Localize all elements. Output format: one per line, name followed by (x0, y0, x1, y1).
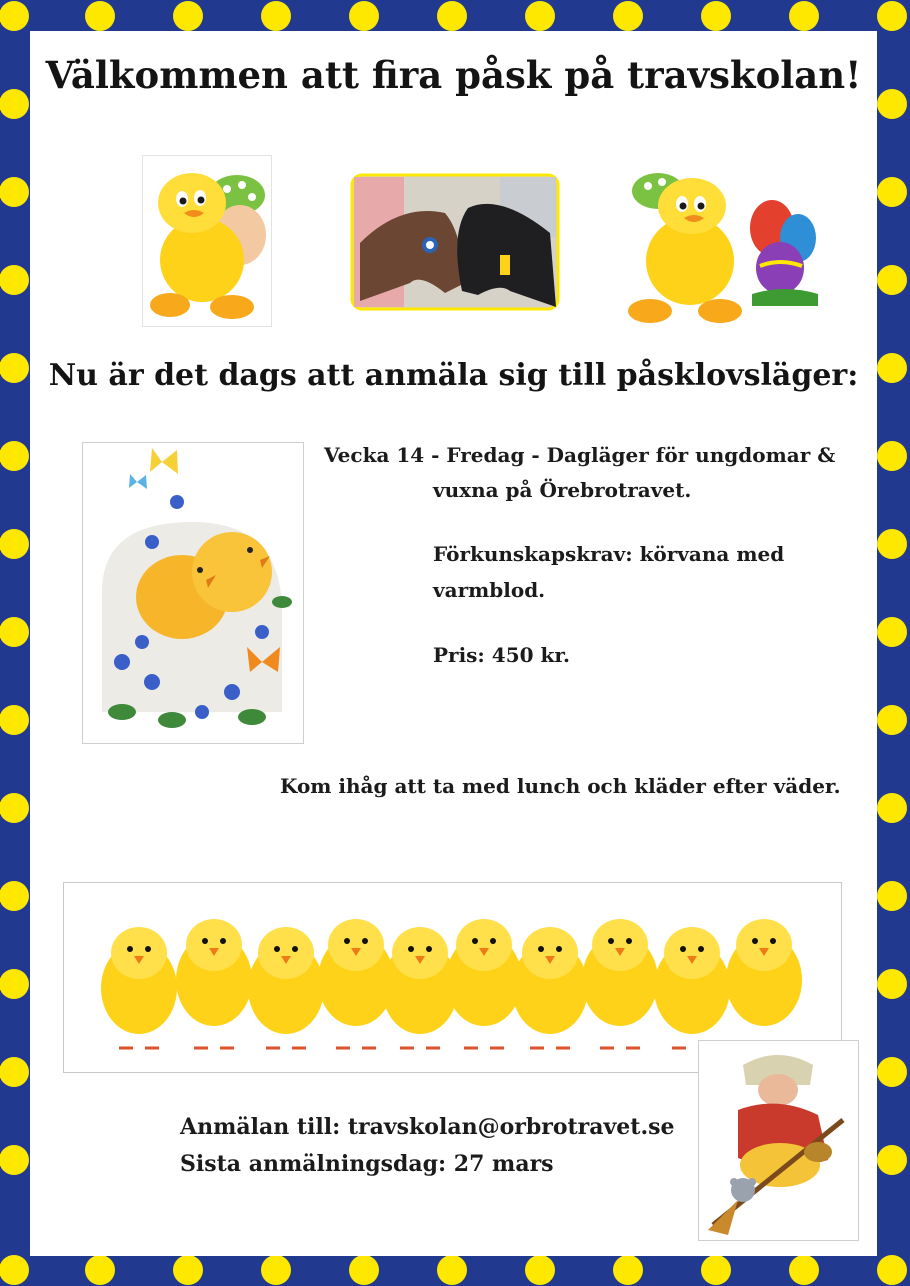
border-dot (877, 881, 907, 911)
border-dot (789, 1, 819, 31)
reminder-text: Kom ihåg att ta med lunch och kläder efter väder. (280, 774, 841, 798)
border-dot (0, 793, 29, 823)
chick (176, 919, 252, 1048)
border-dot (0, 969, 29, 999)
border-dot (173, 1255, 203, 1285)
border-dot (877, 353, 907, 383)
chick-illustration-left (142, 155, 272, 327)
border-dot (877, 705, 907, 735)
requirement-line-1: Förkunskapskrav: körvana med (433, 542, 785, 566)
border-dot (877, 89, 907, 119)
border-dot (877, 1057, 907, 1087)
border-dot (0, 441, 29, 471)
border-dot (877, 1255, 907, 1285)
camp-description-line-1: Vecka 14 - Fredag - Dagläger för ungdomar & (324, 443, 836, 467)
border-dot (349, 1255, 379, 1285)
chicks-flowers-illustration (82, 442, 304, 744)
chick (512, 927, 588, 1048)
chick (101, 927, 177, 1048)
price-text: Pris: 450 kr. (433, 643, 571, 667)
border-dot (437, 1, 467, 31)
border-dot (0, 177, 29, 207)
poster-title: Välkommen att fira påsk på travskolan! (45, 53, 862, 97)
border-dot (0, 1145, 29, 1175)
chick-with-eggs-illustration (620, 166, 820, 326)
requirement-line-2: varmblod. (433, 578, 546, 602)
easter-witch-illustration (698, 1040, 859, 1241)
chick (654, 927, 730, 1048)
chick (248, 927, 324, 1048)
border-dot (0, 353, 29, 383)
border-dot (701, 1255, 731, 1285)
poster-subtitle: Nu är det dags att anmäla sig till påsklovsläger: (48, 358, 859, 393)
border-dot (0, 1057, 29, 1087)
border-dot (261, 1255, 291, 1285)
border-dot (701, 1, 731, 31)
border-dot (0, 617, 29, 647)
border-dot (0, 89, 29, 119)
poster-content (30, 31, 877, 1256)
horses-photo (350, 173, 560, 311)
border-dot (877, 1, 907, 31)
border-dot (437, 1255, 467, 1285)
border-dot (877, 177, 907, 207)
border-dot (0, 1, 29, 31)
border-dot (525, 1, 555, 31)
border-dot (0, 705, 29, 735)
border-dot (613, 1, 643, 31)
chick (582, 919, 658, 1048)
border-dot (173, 1, 203, 31)
chick (726, 919, 802, 1048)
border-dot (261, 1, 291, 31)
border-dot (85, 1255, 115, 1285)
border-dot (525, 1255, 555, 1285)
chick (446, 919, 522, 1048)
border-dot (877, 617, 907, 647)
border-dot (877, 529, 907, 559)
border-dot (613, 1255, 643, 1285)
signup-email-text: Anmälan till: travskolan@orbrotravet.se (180, 1114, 675, 1140)
deadline-text: Sista anmälningsdag: 27 mars (180, 1151, 554, 1177)
border-dot (877, 969, 907, 999)
border-dot (85, 1, 115, 31)
border-dot (789, 1255, 819, 1285)
camp-description-line-2: vuxna på Örebrotravet. (433, 478, 692, 502)
border-dot (349, 1, 379, 31)
border-dot (0, 265, 29, 295)
border-dot (877, 793, 907, 823)
border-dot (0, 529, 29, 559)
border-dot (877, 1145, 907, 1175)
border-dot (877, 265, 907, 295)
border-dot (0, 1255, 29, 1285)
border-dot (877, 441, 907, 471)
border-dot (0, 881, 29, 911)
